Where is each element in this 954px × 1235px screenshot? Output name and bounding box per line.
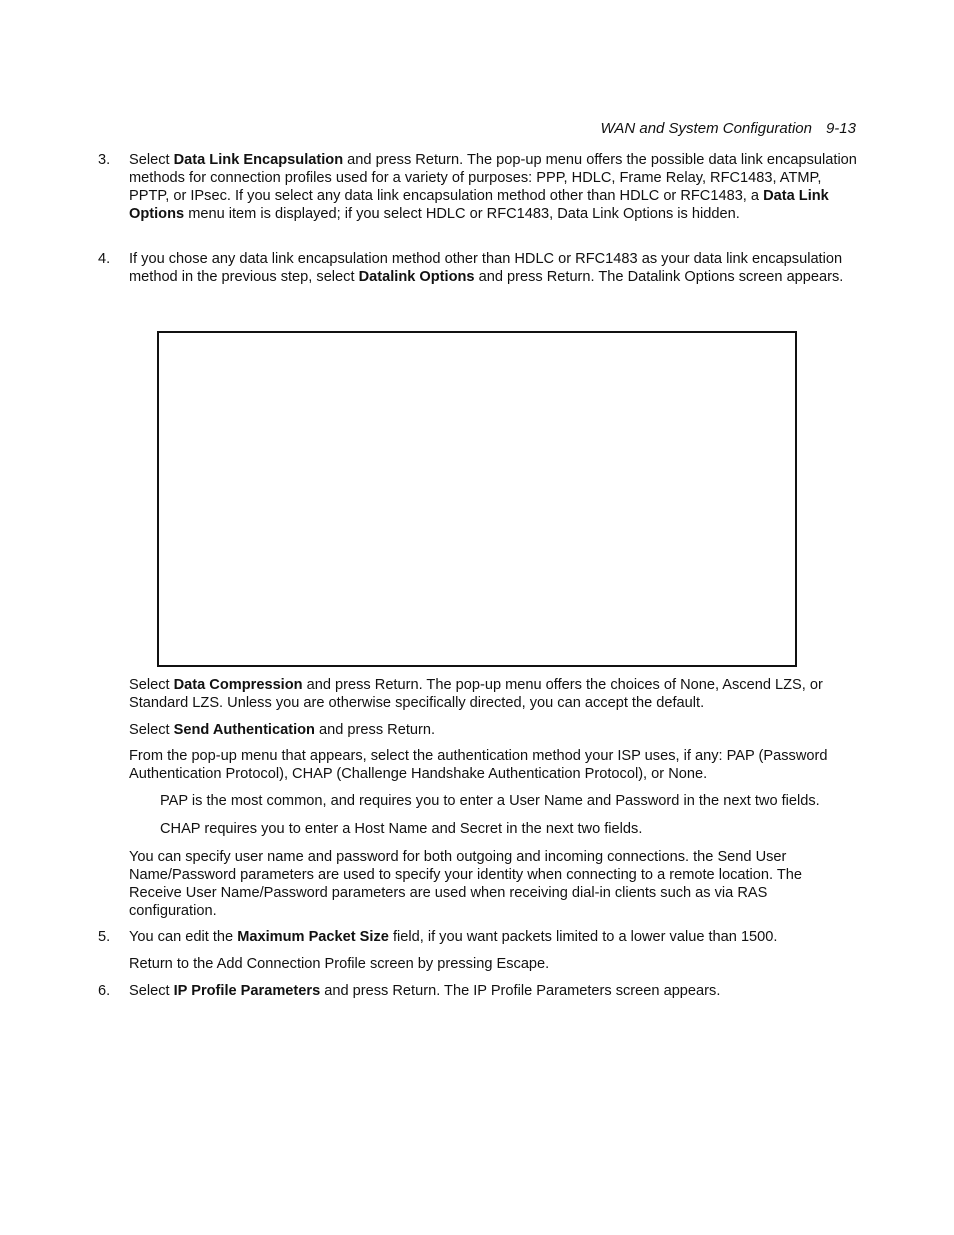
step-number-6: 6. (98, 983, 111, 999)
step-3-text: Select Data Link Encapsulation and press Return. The pop-up menu offers the possible data link encapsulation methods for connection profiles used for a variety of purposes: PPP, HDLC, Frame Relay, RFC1483, ATMP, PPTP, or IPsec. If you select any data link encapsulation method other than HDLC or RFC1483, a Data Link Options menu item is displayed; if you select HDLC or RFC1483, Data Link Options is hidden. (129, 152, 857, 222)
term-datalink-options: Datalink Options (358, 269, 475, 285)
step-number-4: 4. (98, 251, 111, 267)
step-number-5: 5. (98, 929, 111, 945)
term-data-link-options: Data Link Options (129, 188, 829, 222)
step-5-text: You can edit the Maximum Packet Size field, if you want packets limited to a lower value than 1500. (129, 929, 778, 945)
running-header (600, 120, 856, 138)
chapter-title: WAN and System Configuration (600, 120, 812, 137)
step-4-text: If you chose any data link encapsulation method other than HDLC or RFC1483 as your data link encapsulation method in the previous step, select Datalink Options and press Return. The Datalink Options screen appears. (129, 251, 844, 285)
term-maximum-packet-size: Maximum Packet Size (237, 929, 389, 945)
pap-text: PAP is the most common, and requires you to enter a User Name and Password in the next two fields. (160, 793, 820, 809)
datalink-options-screen-figure (157, 331, 797, 667)
data-compression-text: Select Data Compression and press Return. The pop-up menu offers the choices of None, Ascend LZS, or Standard LZS. Unless you are otherwise specifically directed, you can accept the default. (129, 677, 823, 711)
term-data-compression: Data Compression (173, 677, 303, 693)
term-data-link-encapsulation: Data Link Encapsulation (173, 152, 344, 168)
step-6-text: Select IP Profile Parameters and press Return. The IP Profile Parameters screen appears. (129, 983, 721, 999)
term-ip-profile-parameters: IP Profile Parameters (173, 983, 321, 999)
popup-menu-text: From the pop-up menu that appears, select the authentication method your ISP uses, if any: PAP (Password Authentication Protocol), CHAP (Challenge Handshake Authentication Protocol), or None. (129, 748, 828, 782)
step-number-3: 3. (98, 152, 111, 168)
chap-text: CHAP requires you to enter a Host Name and Secret in the next two fields. (160, 821, 643, 837)
page-number: 9-13 (825, 120, 856, 137)
return-escape-text: Return to the Add Connection Profile screen by pressing Escape. (129, 956, 550, 972)
send-authentication-text: Select Send Authentication and press Return. (129, 722, 436, 738)
term-send-authentication: Send Authentication (173, 722, 315, 738)
user-password-text: You can specify user name and password for both outgoing and incoming connections. the Send User Name/Password parameters are used to specify your identity when connecting to a remote location. The Receive User Name/Password parameters are used when receiving dial-in clients such as via RAS configuration. (129, 849, 803, 919)
